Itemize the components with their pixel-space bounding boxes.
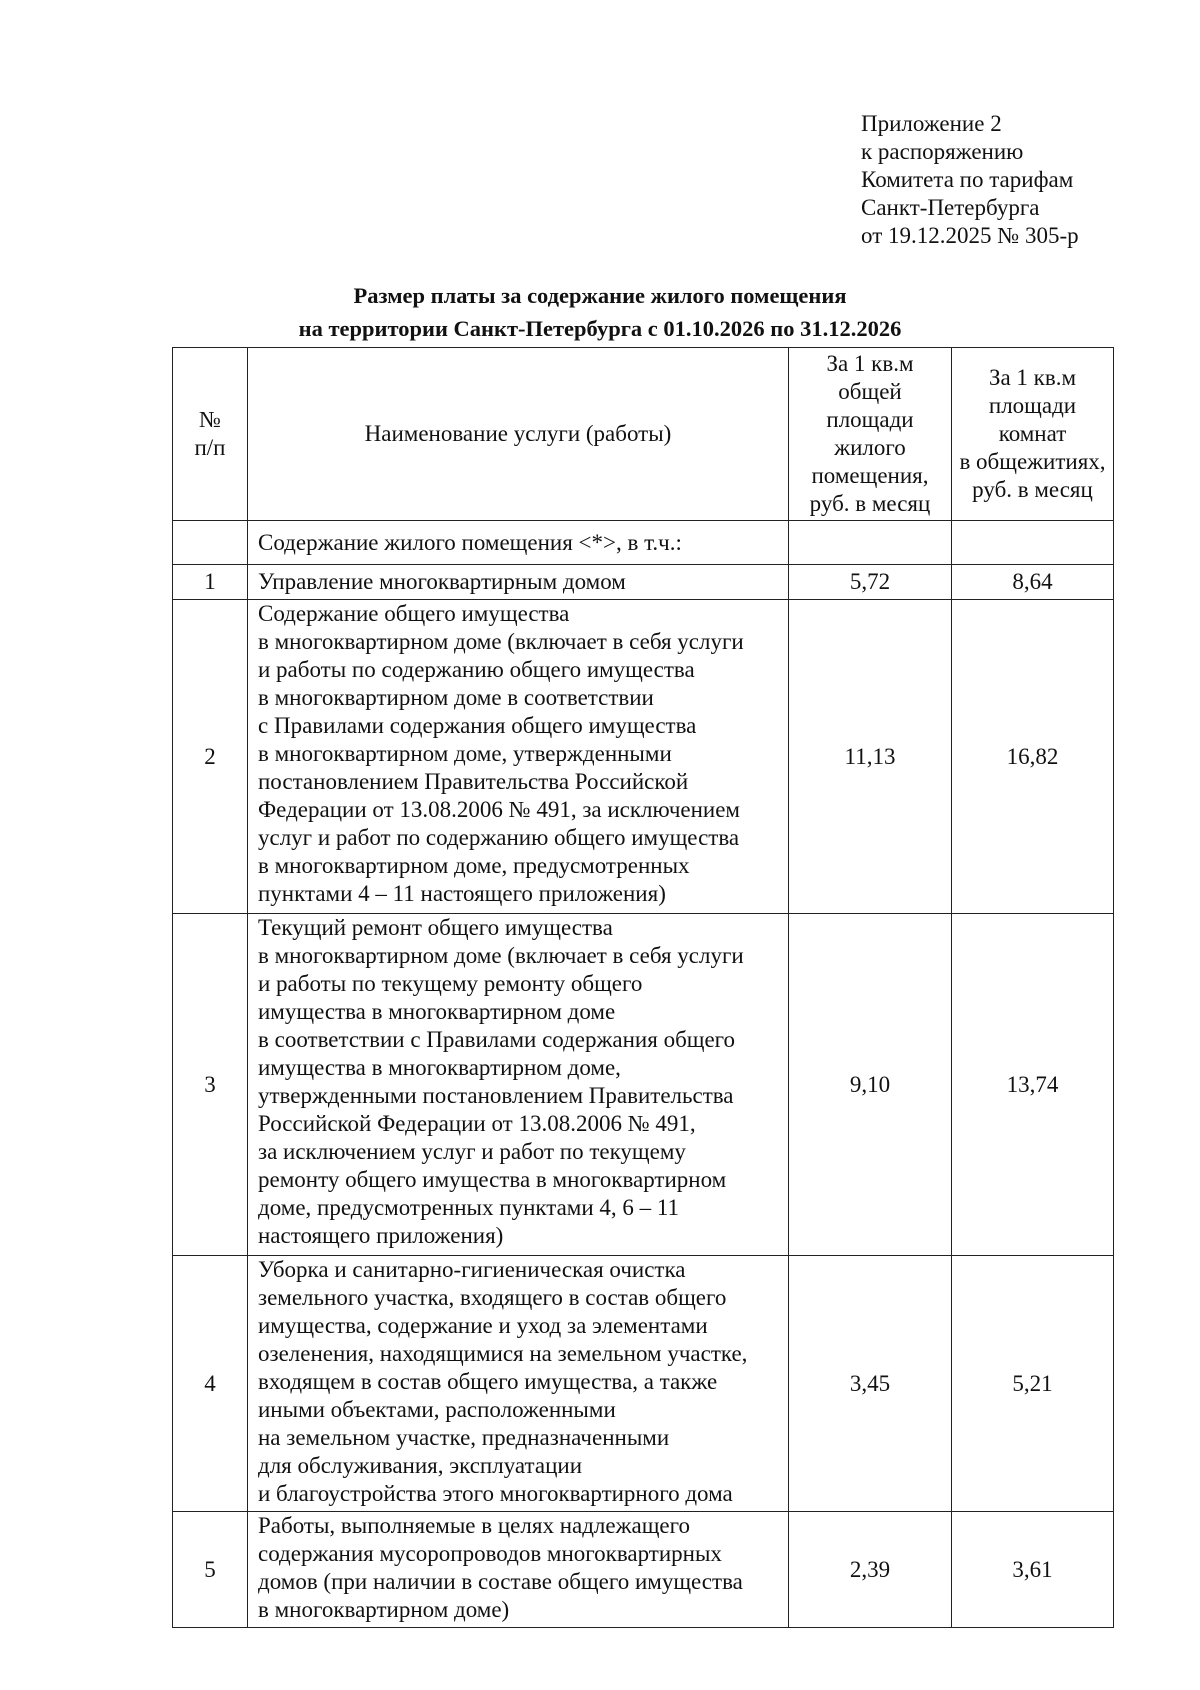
service-name-line: содержания мусоропроводов многоквартирных <box>258 1541 722 1566</box>
subheader-number-cell <box>173 521 248 565</box>
header-col4-line: комнат <box>998 421 1067 446</box>
row-number: 4 <box>173 1256 248 1512</box>
subheader-value-cell <box>789 521 952 565</box>
header-col3-line: За 1 кв.м <box>826 351 914 376</box>
service-name-line: земельного участка, входящего в состав общего <box>258 1285 727 1310</box>
row-service-name <box>248 1256 789 1512</box>
row-value-dorm: 8,64 <box>952 565 1114 600</box>
table-row <box>173 1256 1114 1512</box>
header-col4-line: в общежитиях, <box>959 449 1106 474</box>
service-name-line: и благоустройства этого многоквартирного дома <box>258 1481 733 1506</box>
service-name-line: с Правилами содержания общего имущества <box>258 713 697 738</box>
appendix-header-line: Санкт-Петербурга <box>861 195 1040 220</box>
service-name-line: имущества в многоквартирном доме <box>258 999 616 1024</box>
service-name-line: в многоквартирном доме (включает в себя услуги <box>258 943 744 968</box>
service-name-line: для обслуживания, эксплуатации <box>258 1453 582 1478</box>
table-row <box>173 1512 1114 1628</box>
appendix-header-line: Комитета по тарифам <box>861 167 1074 192</box>
service-name-line: в многоквартирном доме, предусмотренных <box>258 853 690 878</box>
table-row <box>173 914 1114 1256</box>
document-title <box>150 279 1050 345</box>
service-name-line: Текущий ремонт общего имущества <box>258 915 613 940</box>
service-name-line: озеленения, находящимися на земельном участке, <box>258 1341 748 1366</box>
document-title-line-2: на территории Санкт-Петербурга с 01.10.2026 по 31.12.2026 <box>298 316 902 341</box>
service-name-line: услуг и работ по содержанию общего имущества <box>258 825 740 850</box>
service-name-line: постановлением Правительства Российской <box>258 769 689 794</box>
row-value-dorm: 5,21 <box>952 1256 1114 1512</box>
appendix-header-line: Приложение 2 <box>861 111 1002 136</box>
row-service-name <box>248 565 789 600</box>
header-col3-line: помещения, <box>811 463 929 488</box>
service-name-line: входящем в состав общего имущества, а также <box>258 1369 718 1394</box>
header-col3-line: руб. в месяц <box>809 491 931 516</box>
service-name-line: Управление многоквартирным домом <box>258 569 626 594</box>
header-number-line: п/п <box>194 435 226 460</box>
service-name-line: Российской Федерации от 13.08.2006 № 491, <box>258 1111 696 1136</box>
service-name-line: в многоквартирном доме (включает в себя услуги <box>258 629 744 654</box>
service-name-line: Работы, выполняемые в целях надлежащего <box>258 1513 690 1538</box>
row-service-name <box>248 1512 789 1628</box>
service-name-line: в многоквартирном доме в соответствии <box>258 685 654 710</box>
table-row <box>173 600 1114 914</box>
row-number: 2 <box>173 600 248 914</box>
subheader-value-cell <box>952 521 1114 565</box>
service-name-line: Содержание общего имущества <box>258 601 570 626</box>
service-name-line: Уборка и санитарно-гигиеническая очистка <box>258 1257 686 1282</box>
service-name-line: доме, предусмотренных пунктами 4, 6 – 11 <box>258 1195 680 1220</box>
appendix-header <box>861 110 1079 250</box>
row-value-total: 5,72 <box>789 565 952 600</box>
header-per-sqm-dorm <box>952 348 1114 521</box>
row-value-dorm: 16,82 <box>952 600 1114 914</box>
service-name-line: в многоквартирном доме, утвержденными <box>258 741 672 766</box>
header-number-line: № <box>199 407 221 432</box>
header-number <box>173 348 248 521</box>
service-name-line: в многоквартирном доме) <box>258 1597 510 1622</box>
service-name-line: и работы по содержанию общего имущества <box>258 657 695 682</box>
service-name-line: имущества в многоквартирном доме, <box>258 1055 621 1080</box>
row-value-total: 3,45 <box>789 1256 952 1512</box>
row-value-dorm: 13,74 <box>952 914 1114 1256</box>
header-service-name: Наименование услуги (работы) <box>248 348 789 521</box>
table-header-row <box>173 348 1114 521</box>
service-name-line: имущества, содержание и уход за элементами <box>258 1313 708 1338</box>
service-name-line: и работы по текущему ремонту общего <box>258 971 643 996</box>
service-name-line: за исключением услуг и работ по текущему <box>258 1139 686 1164</box>
appendix-header-line: к распоряжению <box>861 139 1024 164</box>
header-col3-line: площади <box>826 407 914 432</box>
row-value-dorm: 3,61 <box>952 1512 1114 1628</box>
service-name-line: Федерации от 13.08.2006 № 491, за исключением <box>258 797 740 822</box>
service-name-line: пунктами 4 – 11 настоящего приложения) <box>258 881 666 906</box>
service-name-line: домов (при наличии в составе общего имущества <box>258 1569 743 1594</box>
service-name-line: в соответствии с Правилами содержания общего <box>258 1027 736 1052</box>
header-col4-line: площади <box>988 393 1077 418</box>
service-name-line: настоящего приложения) <box>258 1223 504 1248</box>
header-col3-line: общей <box>838 379 902 404</box>
service-name-line: на земельном участке, предназначенными <box>258 1425 670 1450</box>
row-service-name <box>248 600 789 914</box>
row-value-total: 2,39 <box>789 1512 952 1628</box>
service-name-line: иными объектами, расположенными <box>258 1397 616 1422</box>
row-number: 3 <box>173 914 248 1256</box>
row-number: 5 <box>173 1512 248 1628</box>
appendix-header-line: от 19.12.2025 № 305-р <box>861 223 1079 248</box>
table-row <box>173 565 1114 600</box>
row-service-name <box>248 914 789 1256</box>
header-col4-line: За 1 кв.м <box>988 365 1077 390</box>
header-col4-line: руб. в месяц <box>972 477 1093 502</box>
row-value-total: 9,10 <box>789 914 952 1256</box>
table-subheader-row <box>173 521 1114 565</box>
document-title-line-1: Размер платы за содержание жилого помещения <box>353 283 847 308</box>
row-value-total: 11,13 <box>789 600 952 914</box>
tariff-table <box>172 347 1114 1628</box>
service-name-line: ремонту общего имущества в многоквартирном <box>258 1167 727 1192</box>
service-name-line: утвержденными постановлением Правительства <box>258 1083 734 1108</box>
row-number: 1 <box>173 565 248 600</box>
subheader-label: Содержание жилого помещения <*>, в т.ч.: <box>248 521 789 565</box>
header-col3-line: жилого <box>834 435 906 460</box>
header-per-sqm-total <box>789 348 952 521</box>
